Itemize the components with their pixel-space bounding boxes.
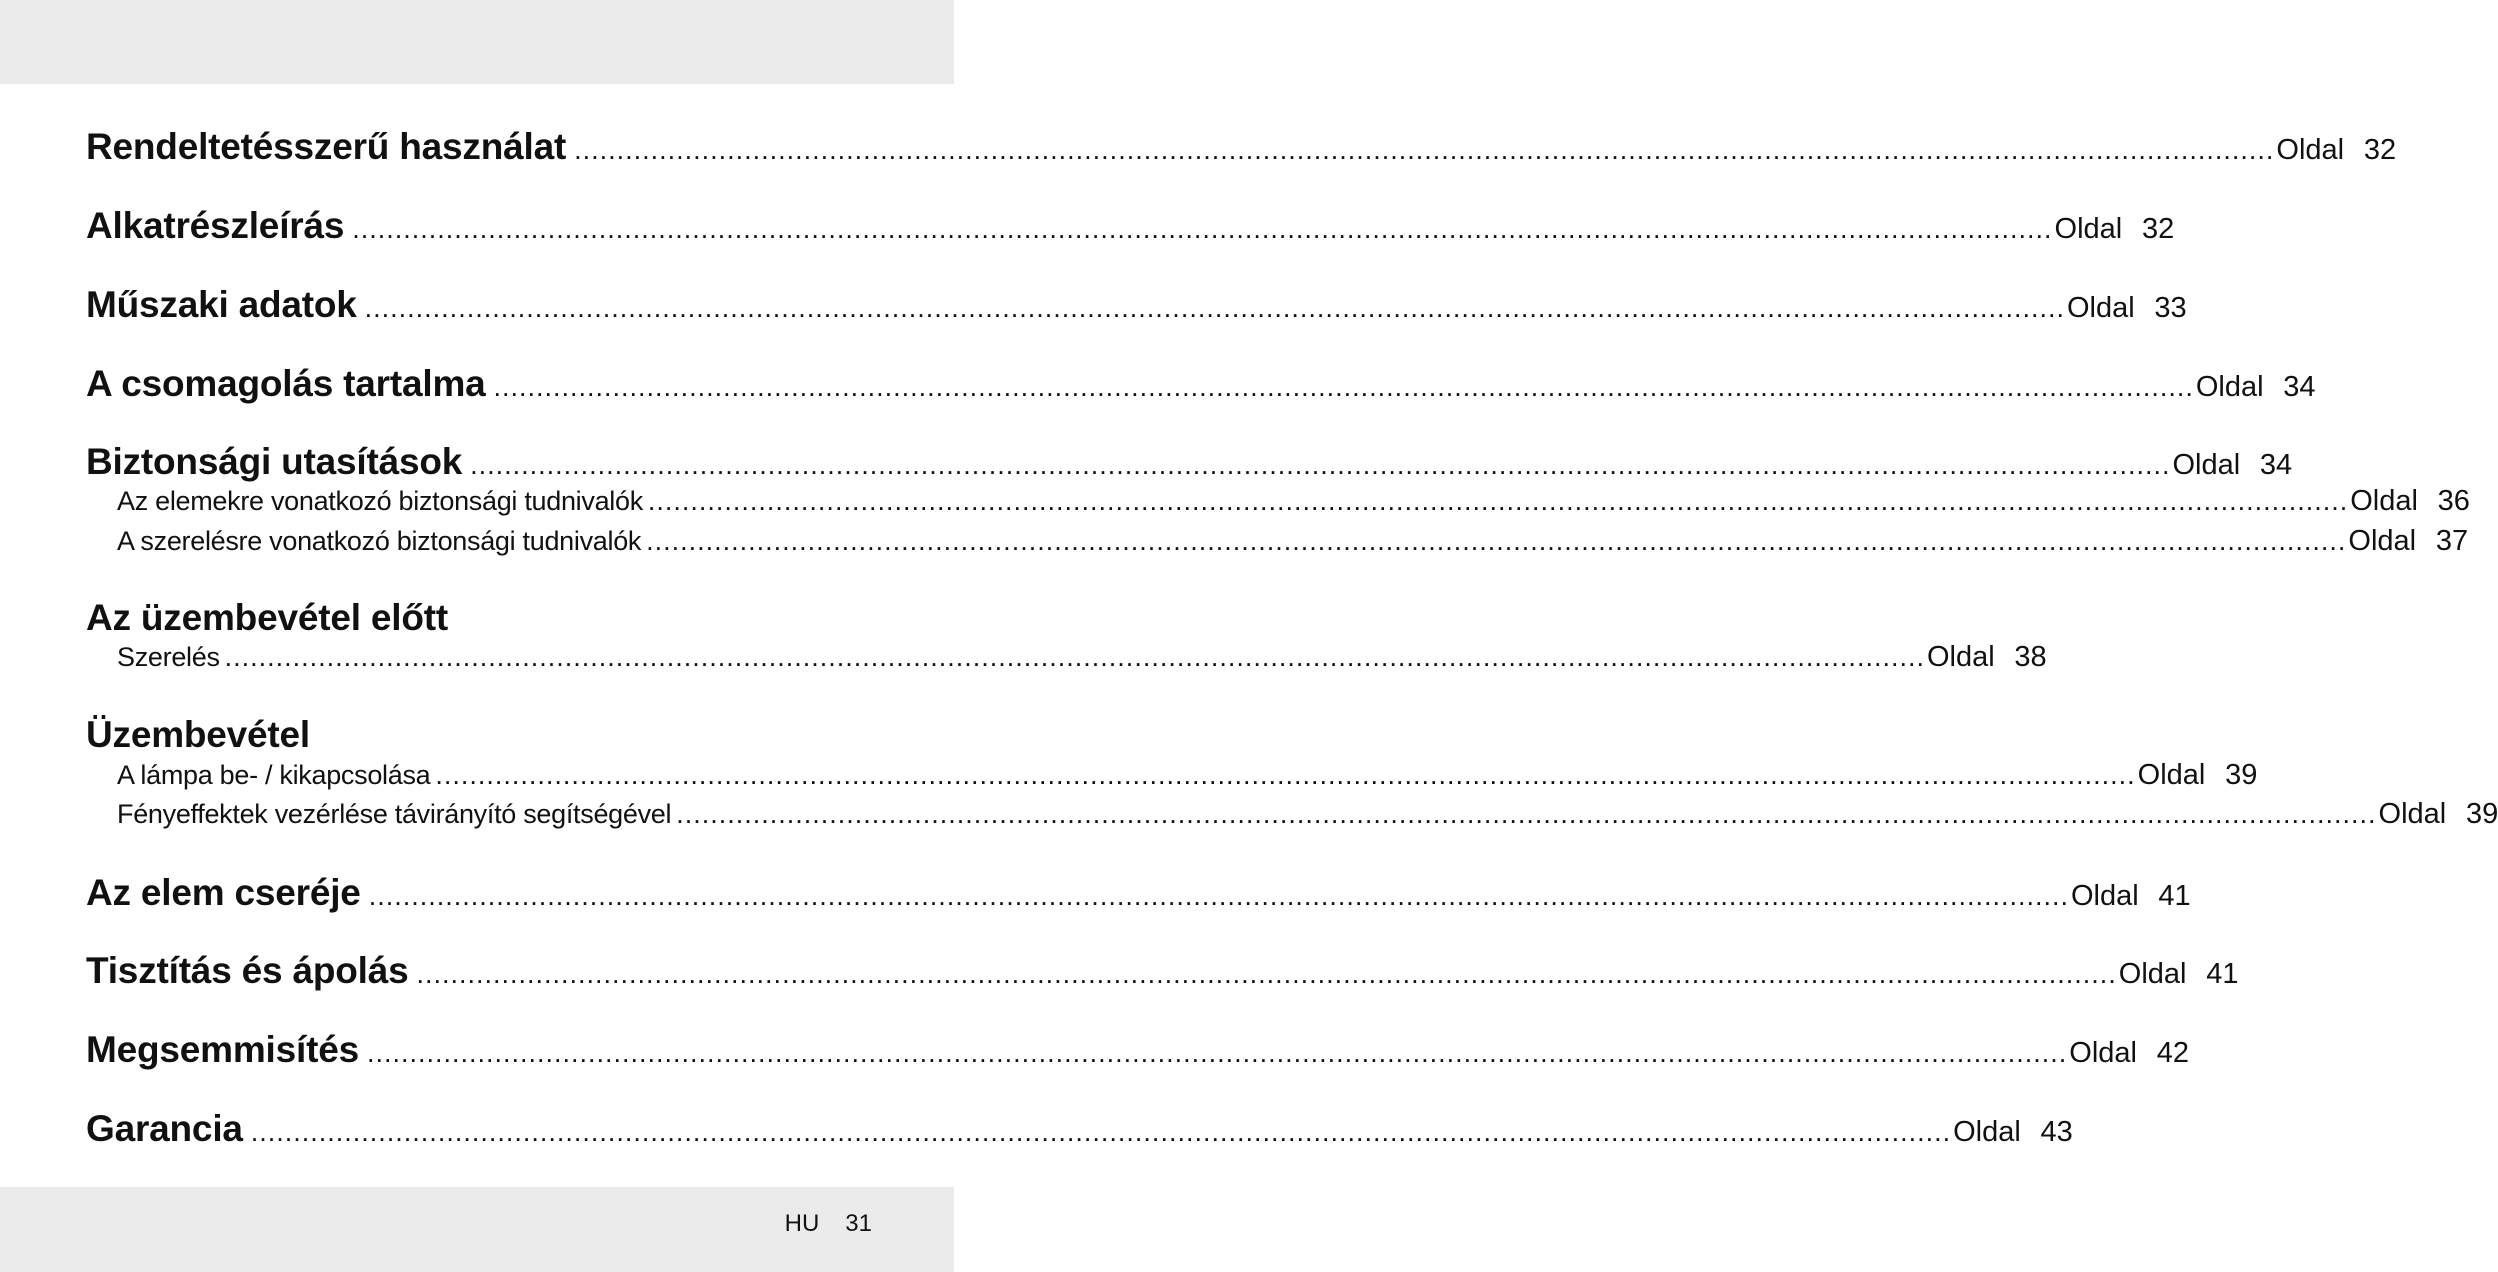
toc-page-ref [2350,485,2470,518]
toc-entry-title: Az üzembevétel előtt [86,597,448,638]
toc-entry[interactable] [86,126,2397,168]
toc-entry-title: Üzembevétel [86,714,311,755]
page-number: 38 [2014,641,2047,673]
toc-entry-title: Alkatrészleírás [86,205,345,246]
dot-leader: ........................................................................................................................................................................................................ [250,1117,1952,1147]
toc-entry-title: Rendeltetésszerű használat [86,126,567,167]
page-label: Oldal [2118,958,2187,990]
toc-entry[interactable] [86,363,2316,405]
toc-page-ref [2138,759,2258,792]
dot-leader: ........................................................................................................................................................................................................ [224,642,1925,672]
toc-subentry[interactable] [117,759,2258,792]
page-number: 37 [2435,525,2469,557]
dot-leader: ........................................................................................................................................................................................................ [416,959,2117,989]
toc-entry-title: Tisztítás és ápolás [86,950,409,991]
toc-entry[interactable] [86,872,2191,914]
page-number: 34 [2283,371,2316,403]
toc-entry-title: A csomagolás tartalma [86,363,486,404]
toc-page-ref [2119,958,2239,991]
toc-subentry[interactable] [117,525,2469,558]
dot-leader: ........................................................................................................................................................................................................ [368,881,2069,911]
page-number: 42 [2156,1037,2189,1069]
page-label: Oldal [2172,449,2241,481]
page-footer [785,1210,872,1238]
toc-subentry[interactable] [117,798,2498,831]
toc-entry-title: Szerelés [117,642,220,672]
dot-leader: ........................................................................................................................................................................................................ [435,760,2136,790]
page-label: Oldal [2070,880,2139,912]
page-label: Oldal [2348,525,2417,557]
toc-entry[interactable] [86,205,2175,247]
toc-subentry[interactable] [117,485,2470,518]
page-number: 34 [2259,449,2293,481]
toc-entry-title: Az elemekre vonatkozó biztonsági tudnivalók [117,486,643,516]
toc-entry-title: Megsemmisítés [86,1029,359,1070]
dot-leader: ........................................................................................................................................................................................................ [676,799,2377,829]
page-label: Oldal [2054,213,2123,245]
toc-entry-title: Garancia [86,1108,243,1149]
page-label: Oldal [2069,1037,2137,1069]
page-number: 41 [2206,958,2239,990]
header-band [0,0,954,84]
page-number: 43 [2040,1116,2073,1148]
page-label: Oldal [2195,371,2264,403]
page-label: Oldal [1926,641,1995,673]
toc-entry-title: Fényeffektek vezérlése távirányító segítségével [117,799,672,829]
page-number: 32 [2141,213,2175,245]
language-code: HU [784,1210,820,1237]
toc-entry[interactable] [86,441,2293,483]
toc-page-ref [2172,449,2292,482]
dot-leader: ........................................................................................................................................................................................................ [366,1038,2068,1068]
toc-entry[interactable] [86,284,2187,326]
toc-entry-title: A lámpa be- / kikapcsolása [117,760,431,790]
dot-leader: ........................................................................................................................................................................................................ [647,486,2349,516]
toc-section-heading[interactable] [86,597,868,639]
toc-entry-title: A szerelésre vonatkozó biztonsági tudnivalók [117,526,642,556]
toc-page-ref [2276,134,2396,167]
dot-leader: ........................................................................................................................................................................................................ [364,293,2065,323]
page-number: 39 [2225,759,2258,791]
page-number: 39 [2465,798,2498,830]
toc-page-ref [2069,1037,2189,1070]
toc-page-ref [1927,641,2047,674]
toc-entry-title: Műszaki adatok [86,284,357,325]
dot-leader: ........................................................................................................................................................................................................ [493,372,2194,402]
dot-leader: ........................................................................................................................................................................................................ [352,214,2053,244]
page-number: 41 [2158,880,2191,912]
toc-subentry[interactable] [117,641,2047,674]
toc-entry[interactable] [86,950,2239,992]
dot-leader: ........................................................................................................................................................................................................ [470,450,2171,480]
toc-page-ref [1953,1116,2073,1149]
toc-entry[interactable] [86,1029,2189,1071]
page-label: Oldal [1953,1116,2021,1148]
toc-page-ref [2071,880,2191,913]
toc-page-ref [2067,292,2187,325]
toc-section-heading[interactable] [86,714,868,756]
toc-entry[interactable] [86,1108,2073,1150]
toc-page-ref [2196,371,2316,404]
page-number: 36 [2437,485,2470,517]
page-label: Oldal [2276,134,2345,166]
page-label: Oldal [2066,292,2135,324]
page-label: Oldal [2378,798,2447,830]
page-label: Oldal [2350,485,2418,517]
toc-entry-title: Az elem cseréje [86,872,361,913]
page-label: Oldal [2137,759,2206,791]
dot-leader: ........................................................................................................................................................................................................ [646,526,2347,556]
page-number: 33 [2154,292,2187,324]
toc-entry-title: Biztonsági utasítások [86,441,463,482]
toc-page-ref [2379,798,2498,831]
dot-leader: ........................................................................................................................................................................................................ [574,135,2275,165]
page-number: 32 [2363,134,2397,166]
footer-page-number: 31 [845,1210,872,1237]
toc-page-ref [2348,525,2468,558]
toc-page-ref [2055,213,2175,246]
